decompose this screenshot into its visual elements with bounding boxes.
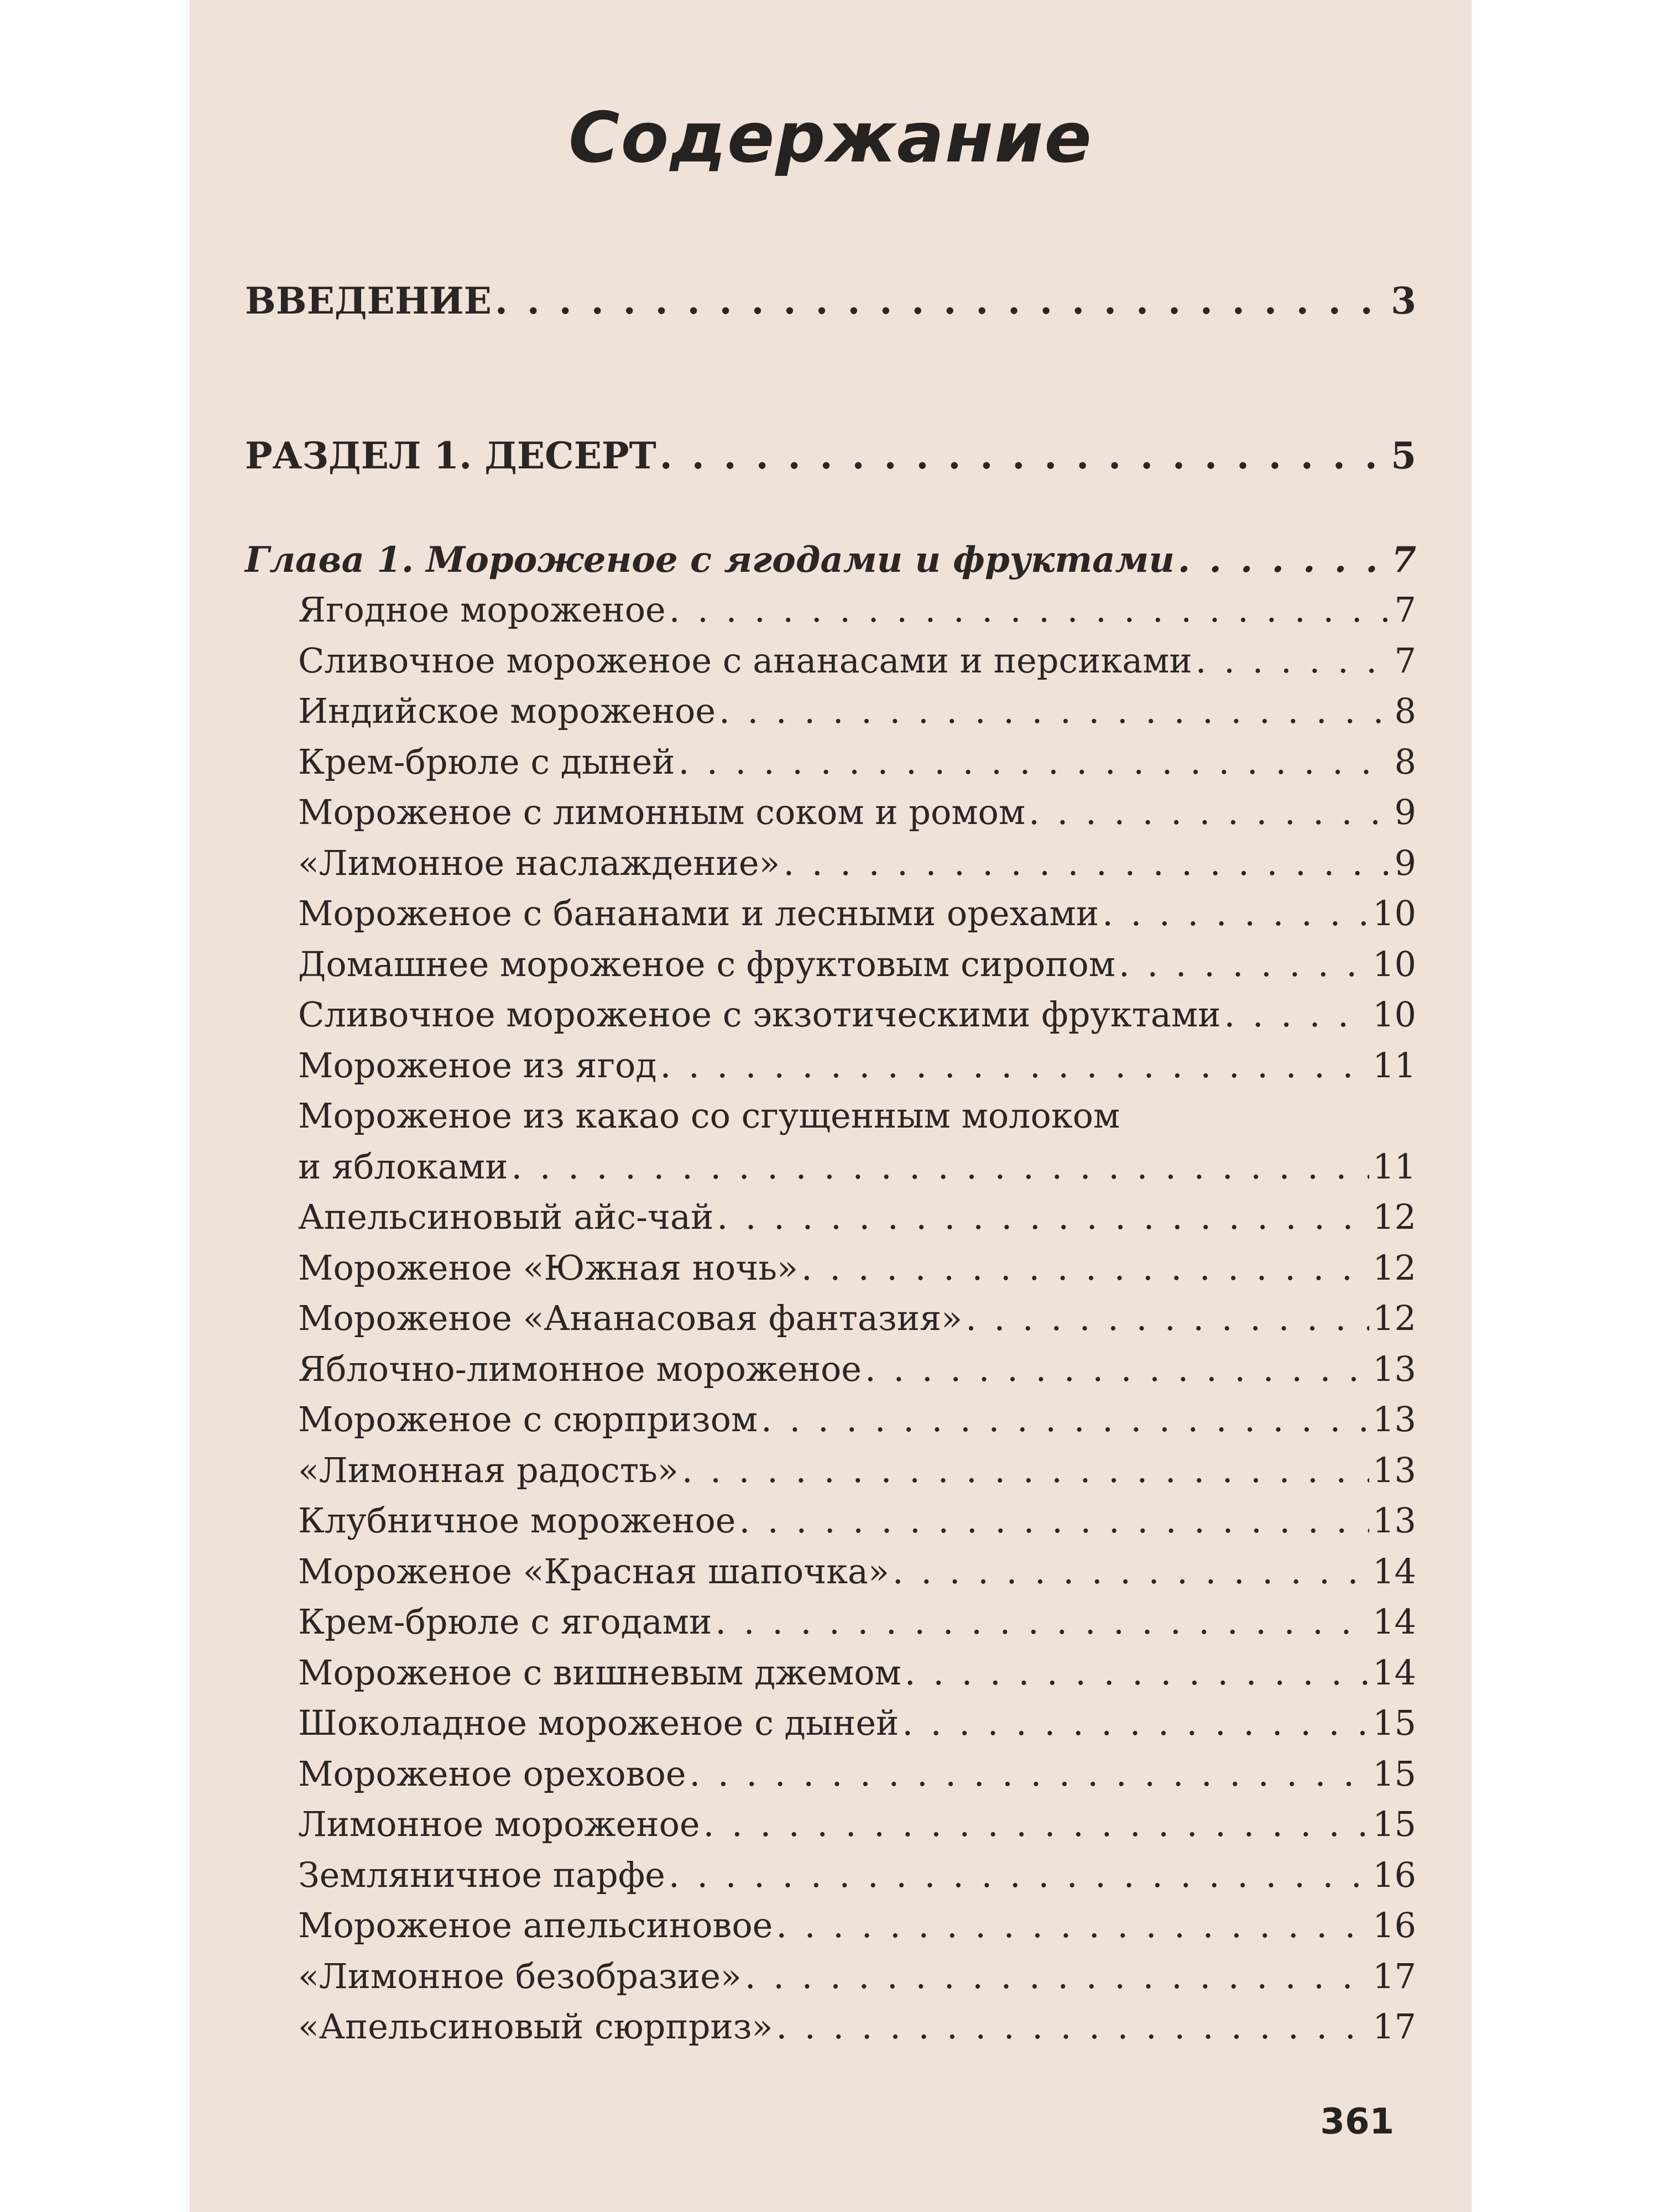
page-number: 361	[1320, 2101, 1394, 2142]
toc-entry	[298, 893, 1416, 937]
toc-entry	[298, 1045, 1416, 1089]
toc-entry-page: 13	[1373, 1450, 1416, 1490]
toc-entry-page: 11	[1373, 1045, 1416, 1086]
toc-entry	[298, 1601, 1416, 1646]
toc-entry-page: 7	[1394, 589, 1416, 630]
dot-leader	[776, 2006, 1370, 2047]
toc-entry-label: Индийское мороженое	[298, 691, 716, 731]
toc-entry-page: 10	[1373, 944, 1416, 984]
toc-entry-label: Яблочно-лимонное мороженое	[298, 1349, 862, 1389]
toc-entry-page: 8	[1394, 691, 1416, 731]
toc-entry	[298, 1754, 1416, 1798]
dot-leader	[669, 1855, 1369, 1895]
toc-entry-page: 12	[1373, 1298, 1416, 1338]
dot-leader	[905, 1652, 1369, 1693]
dot-leader	[902, 1703, 1369, 1743]
dot-leader	[1224, 994, 1369, 1035]
toc-entry-label: Апельсиновый айс-чай	[298, 1197, 714, 1237]
dot-leader	[1119, 944, 1369, 984]
dot-leader	[719, 691, 1391, 731]
toc-entry	[298, 994, 1416, 1039]
dot-leader	[783, 843, 1391, 883]
dot-leader	[669, 589, 1391, 630]
book-page	[190, 0, 1472, 2212]
toc-entry-label: Мороженое с вишневым джемом	[298, 1652, 901, 1693]
toc-entry-page: 16	[1373, 1905, 1416, 1945]
toc-entry	[298, 1551, 1416, 1595]
toc-entry-page: 16	[1373, 1855, 1416, 1895]
toc-entry-page: 13	[1373, 1399, 1416, 1439]
toc-entry-label: Мороженое ореховое	[298, 1754, 686, 1794]
toc-entry-page: 15	[1373, 1804, 1416, 1844]
toc-entry-page: 14	[1373, 1652, 1416, 1693]
toc-entry-label: Сливочное мороженое с ананасами и персиками	[298, 640, 1192, 681]
dot-leader	[1029, 792, 1391, 832]
toc-entry-page: 17	[1373, 2006, 1416, 2047]
toc-entry-label: Мороженое «Красная шапочка»	[298, 1551, 889, 1592]
toc-entry	[298, 1652, 1416, 1697]
toc-entry	[298, 792, 1416, 836]
toc-entry-label: ВВЕДЕНИЕ	[245, 279, 492, 322]
toc-entry-page: 3	[1391, 279, 1416, 322]
toc-entry-page: 14	[1373, 1551, 1416, 1592]
toc-entry-label: Крем-брюле с дыней	[298, 742, 675, 782]
toc-entry-label: Домашнее мороженое с фруктовым сиропом	[298, 944, 1115, 984]
toc-entry-page: 15	[1373, 1703, 1416, 1743]
toc-entry-label: Сливочное мороженое с экзотическими фруктами	[298, 994, 1221, 1035]
toc-entry-label: «Лимонное наслаждение»	[298, 843, 780, 883]
page-title: Содержание	[568, 97, 1093, 178]
dot-leader	[717, 1197, 1369, 1237]
dot-leader	[495, 279, 1387, 322]
toc-entry-page: 11	[1373, 1146, 1416, 1187]
toc-entry-label: Крем-брюле с ягодами	[298, 1601, 712, 1642]
toc-entry-page: 9	[1394, 792, 1416, 832]
toc-entry-page: 13	[1373, 1500, 1416, 1541]
dot-leader	[682, 1450, 1369, 1490]
dot-leader	[801, 1248, 1369, 1288]
dot-leader	[715, 1601, 1369, 1642]
toc-entry	[298, 1450, 1416, 1494]
toc-entry-label: Мороженое с сюрпризом	[298, 1399, 758, 1439]
toc-entry-label: Мороженое с лимонным соком и ромом	[298, 792, 1026, 832]
dot-leader	[745, 1956, 1369, 1996]
toc-entry-label: «Апельсиновый сюрприз»	[298, 2006, 773, 2047]
toc-entry	[298, 640, 1416, 685]
toc-entry-page: 17	[1373, 1956, 1416, 1996]
toc-entry	[298, 1956, 1416, 2000]
dot-leader	[893, 1551, 1369, 1592]
dot-leader	[511, 1146, 1369, 1187]
toc-entry-page: 8	[1394, 742, 1416, 782]
toc-entry	[298, 589, 1416, 634]
dot-leader	[761, 1399, 1369, 1439]
toc-entry	[298, 1703, 1416, 1747]
toc-entry-label: и яблоками	[298, 1146, 508, 1187]
toc-entry-label: Ягодное мороженое	[298, 589, 666, 630]
toc-entry-page: 10	[1373, 994, 1416, 1035]
toc-entry	[298, 1248, 1416, 1292]
toc-entry-page: 14	[1373, 1601, 1416, 1642]
toc-entry-page: 5	[1391, 434, 1416, 477]
dot-leader	[865, 1349, 1369, 1389]
toc-entry-intro	[245, 279, 1416, 324]
dot-leader	[966, 1298, 1369, 1338]
toc-entry	[298, 1197, 1416, 1241]
toc-entry	[298, 742, 1416, 786]
toc-entry-label: Мороженое из какао со сгущенным молоком	[298, 1095, 1120, 1136]
toc-entry-page: 9	[1394, 843, 1416, 883]
toc-entry-label: Мороженое «Ананасовая фантазия»	[298, 1298, 963, 1338]
toc-entry	[298, 1500, 1416, 1545]
toc-entry	[298, 1146, 1416, 1191]
toc-entry	[298, 944, 1416, 988]
toc-entry-label: Шоколадное мороженое с дыней	[298, 1703, 899, 1743]
toc-entry	[298, 1855, 1416, 1899]
toc-entry	[298, 2006, 1416, 2051]
toc-entry	[298, 1095, 1416, 1140]
dot-leader	[776, 1905, 1369, 1945]
toc-entry-label: Клубничное мороженое	[298, 1500, 736, 1541]
toc-entry	[298, 1349, 1416, 1393]
toc-entry-page: 7	[1391, 539, 1416, 581]
dot-leader	[679, 742, 1391, 782]
dot-leader	[739, 1500, 1370, 1541]
toc-entry-label: Мороженое из ягод	[298, 1045, 657, 1086]
toc-entry-label: Земляничное парфе	[298, 1855, 665, 1895]
toc-entry-section-1	[245, 434, 1416, 478]
toc-entry-page: 12	[1373, 1197, 1416, 1237]
dot-leader	[1178, 539, 1389, 581]
toc-entry	[298, 1905, 1416, 1949]
toc-entry-page: 15	[1373, 1754, 1416, 1794]
toc-entry-label: Глава 1. Мороженое с ягодами и фруктами	[245, 539, 1175, 581]
toc-entry-page: 10	[1373, 893, 1416, 933]
toc-entry-label: РАЗДЕЛ 1. ДЕСЕРТ	[245, 434, 656, 477]
toc-entry-label: Мороженое с бананами и лесными орехами	[298, 893, 1099, 933]
toc-entry	[298, 1298, 1416, 1342]
dot-leader	[660, 1045, 1370, 1086]
toc-entry-page: 7	[1394, 640, 1416, 681]
dot-leader	[1102, 893, 1369, 933]
dot-leader	[690, 1754, 1370, 1794]
toc-entry-label: Лимонное мороженое	[298, 1804, 700, 1844]
toc-entry-page: 13	[1373, 1349, 1416, 1389]
toc-entry	[298, 843, 1416, 887]
toc-entry-chapter-1	[245, 539, 1416, 583]
toc-entry-page: 12	[1373, 1248, 1416, 1288]
dot-leader	[703, 1804, 1369, 1844]
toc-entry-label: «Лимонное безобразие»	[298, 1956, 742, 1996]
toc-entry	[298, 1804, 1416, 1848]
dot-leader	[660, 434, 1387, 477]
toc-entry	[298, 1399, 1416, 1443]
toc-entry	[298, 691, 1416, 735]
dot-leader	[1196, 640, 1391, 681]
toc-entry-label: «Лимонная радость»	[298, 1450, 679, 1490]
toc-entry-label: Мороженое апельсиновое	[298, 1905, 773, 1945]
toc-entry-label: Мороженое «Южная ночь»	[298, 1248, 798, 1288]
